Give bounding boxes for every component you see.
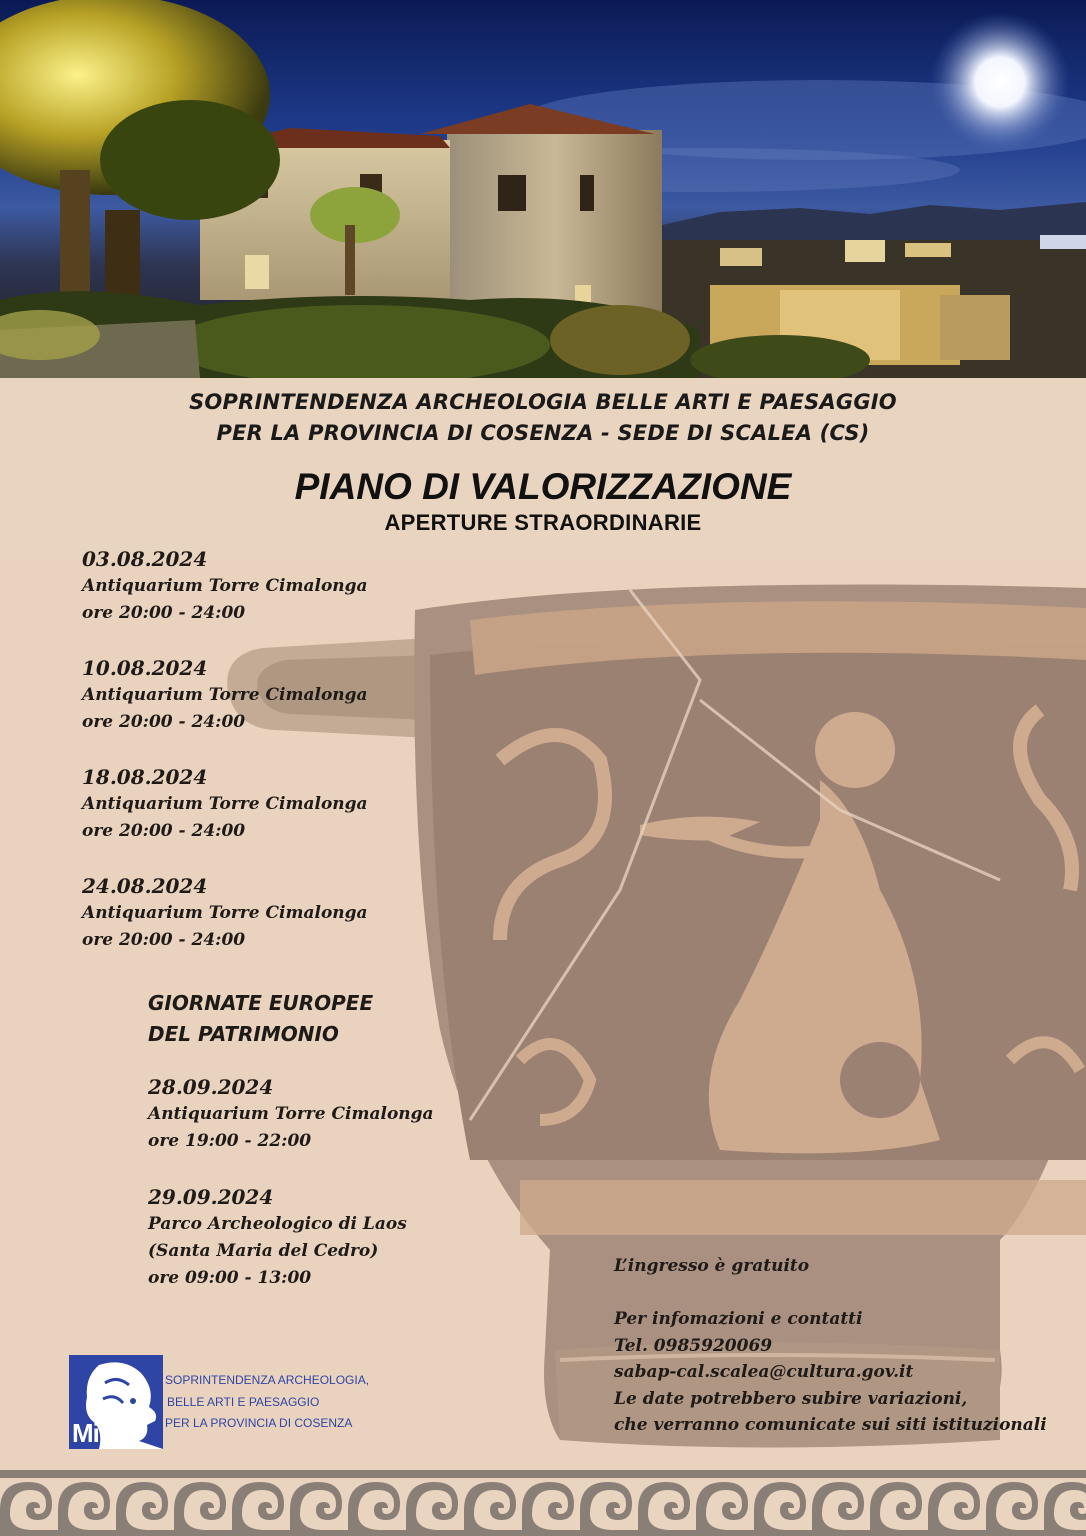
note-line-1: Le date potrebbero subire variazioni, bbox=[614, 1388, 968, 1409]
event-hours: ore 09:00 - 13:00 bbox=[148, 1268, 312, 1288]
event-date: 18.08.2024 bbox=[82, 765, 208, 789]
header-photo bbox=[0, 0, 1086, 378]
event-place-detail: (Santa Maria del Cedro) bbox=[148, 1241, 379, 1261]
event-date: 10.08.2024 bbox=[82, 656, 208, 680]
org-line-1: SOPRINTENDENZA ARCHEOLOGIA BELLE ARTI E PAESAGGIO bbox=[189, 390, 897, 414]
event-date: 28.09.2024 bbox=[148, 1075, 274, 1099]
contact-email: sabap-cal.scalea@cultura.gov.it bbox=[614, 1362, 914, 1382]
heritage-event-1 bbox=[148, 1074, 434, 1155]
free-entry-text: L’ingresso è gratuito bbox=[614, 1256, 810, 1276]
org-line-2: PER LA PROVINCIA DI COSENZA - SEDE DI SCALEA (CS) bbox=[216, 421, 870, 445]
event-1 bbox=[82, 546, 368, 627]
page-subtitle: APERTURE STRAORDINARIE bbox=[384, 510, 702, 535]
event-place: Antiquarium Torre Cimalonga bbox=[148, 1104, 434, 1124]
event-hours: ore 20:00 - 24:00 bbox=[82, 603, 246, 623]
logo-line-1: SOPRINTENDENZA ARCHEOLOGIA, bbox=[165, 1373, 370, 1387]
heritage-line-2: DEL PATRIMONIO bbox=[148, 1022, 339, 1046]
note-line-2: che verranno comunicate sui siti istituzionali bbox=[614, 1415, 1047, 1435]
event-place: Parco Archeologico di Laos bbox=[148, 1214, 407, 1234]
heritage-event-2 bbox=[148, 1184, 407, 1292]
event-place: Antiquarium Torre Cimalonga bbox=[82, 903, 368, 923]
page-title: PIANO DI VALORIZZAZIONE bbox=[294, 466, 792, 507]
logo-line-2: BELLE ARTI E PAESAGGIO bbox=[167, 1395, 320, 1409]
heritage-line-1: GIORNATE EUROPEE bbox=[148, 991, 374, 1015]
event-hours: ore 20:00 - 24:00 bbox=[82, 821, 246, 841]
event-hours: ore 19:00 - 22:00 bbox=[148, 1131, 312, 1151]
contacts-block bbox=[614, 1306, 1047, 1439]
event-place: Antiquarium Torre Cimalonga bbox=[82, 685, 368, 705]
event-2 bbox=[82, 655, 368, 736]
night-scene-illustration bbox=[0, 0, 1086, 378]
event-4 bbox=[82, 873, 368, 954]
heritage-days-heading bbox=[148, 988, 373, 1050]
contact-phone: Tel. 0985920069 bbox=[614, 1335, 773, 1356]
mic-logo-text: MiC bbox=[72, 1418, 117, 1448]
event-3 bbox=[82, 764, 368, 845]
wave-border-decoration bbox=[0, 1470, 1086, 1536]
event-place: Antiquarium Torre Cimalonga bbox=[82, 794, 368, 814]
logo-line-3: PER LA PROVINCIA DI COSENZA bbox=[165, 1416, 353, 1430]
mic-logo bbox=[69, 1355, 163, 1449]
event-date: 24.08.2024 bbox=[82, 874, 208, 898]
event-hours: ore 20:00 - 24:00 bbox=[82, 930, 246, 950]
event-date: 29.09.2024 bbox=[148, 1185, 274, 1209]
event-hours: ore 20:00 - 24:00 bbox=[82, 712, 246, 732]
event-date: 03.08.2024 bbox=[82, 547, 208, 571]
contacts-label: Per infomazioni e contatti bbox=[614, 1309, 863, 1329]
event-place: Antiquarium Torre Cimalonga bbox=[82, 576, 368, 596]
